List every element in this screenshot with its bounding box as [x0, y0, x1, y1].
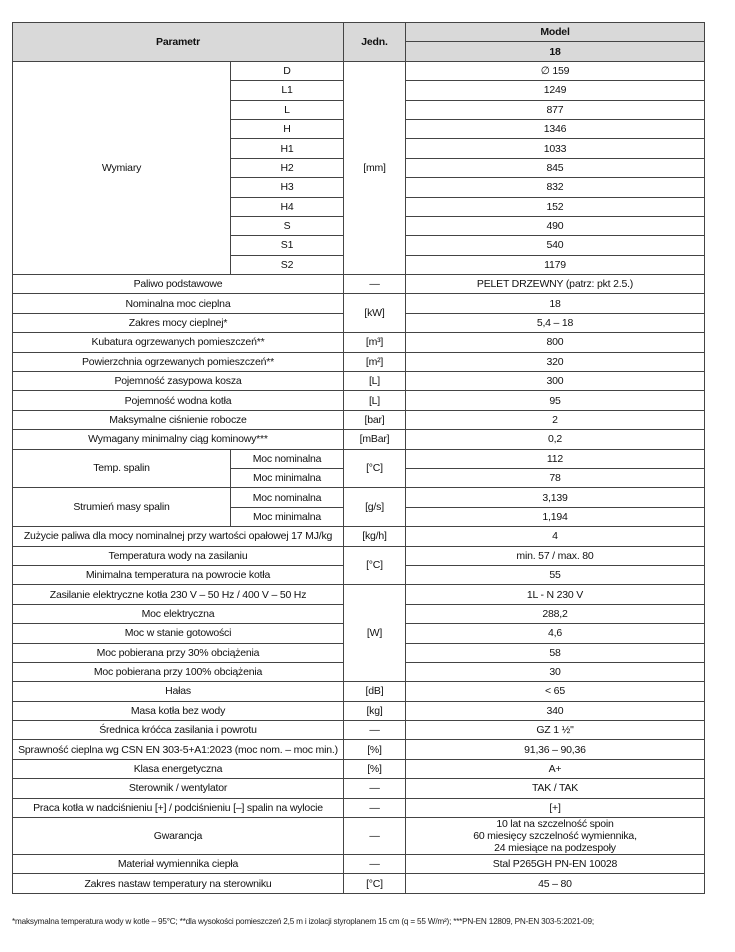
header-parameter: Parametr [13, 23, 344, 62]
row-value: 4 [406, 527, 705, 546]
row-label: Moc elektryczna [13, 604, 344, 623]
row-value: 2 [406, 410, 705, 429]
row-unit: [%] [344, 759, 406, 778]
row-unit: — [344, 275, 406, 294]
row-label: Moc pobierana przy 100% obciążenia [13, 662, 344, 681]
warranty-value [406, 818, 705, 855]
table-row [13, 740, 705, 759]
row-label: Sprawność cieplna wg CSN EN 303-5+A1:2023 (moc nom. – moc min.) [13, 740, 344, 759]
dims-value: 490 [406, 216, 705, 235]
table-row [13, 701, 705, 720]
specification-table [12, 22, 705, 894]
row-unit: [kg/h] [344, 527, 406, 546]
row-unit: [kg] [344, 701, 406, 720]
row-value: 320 [406, 352, 705, 371]
row-value: 18 [406, 294, 705, 313]
row-value: 55 [406, 565, 705, 584]
row-unit: — [344, 779, 406, 798]
row-label: Strumień masy spalin [13, 488, 231, 527]
table-row [13, 372, 705, 391]
row-value: 3,139 [406, 488, 705, 507]
row-value: TAK / TAK [406, 779, 705, 798]
table-row [13, 488, 705, 507]
row-unit: [°C] [344, 449, 406, 488]
row-value: 4,6 [406, 624, 705, 643]
row-value: 112 [406, 449, 705, 468]
table-row [13, 874, 705, 893]
table-row [13, 391, 705, 410]
row-value: [+] [406, 798, 705, 817]
row-value: 1,194 [406, 507, 705, 526]
dims-sub: H [231, 119, 344, 138]
warranty-line: 24 miesiące na podzespoły [494, 842, 616, 855]
row-value: Stal P265GH PN-EN 10028 [406, 855, 705, 874]
dims-unit: [mm] [344, 61, 406, 274]
dims-sub: L1 [231, 81, 344, 100]
row-label: Sterownik / wentylator [13, 779, 344, 798]
dims-label: Wymiary [13, 61, 231, 274]
row-value: 5,4 – 18 [406, 313, 705, 332]
dims-value: 1249 [406, 81, 705, 100]
row-label: Zasilanie elektryczne kotła 230 V – 50 Hz / 400 V – 50 Hz [13, 585, 344, 604]
row-value: < 65 [406, 682, 705, 701]
header-model-value: 18 [406, 42, 705, 61]
dims-value: ∅ 159 [406, 61, 705, 80]
table-row [13, 759, 705, 778]
dims-sub: H1 [231, 139, 344, 158]
row-label: Materiał wymiennika ciepła [13, 855, 344, 874]
row-label: Masa kotła bez wody [13, 701, 344, 720]
row-label: Kubatura ogrzewanych pomieszczeń** [13, 333, 344, 352]
row-label: Zakres mocy cieplnej* [13, 313, 344, 332]
row-unit: [W] [344, 585, 406, 682]
row-label: Temperatura wody na zasilaniu [13, 546, 344, 565]
dims-value: 832 [406, 178, 705, 197]
table-row [13, 449, 705, 468]
dims-value: 1346 [406, 119, 705, 138]
dims-sub: D [231, 61, 344, 80]
header-unit: Jedn. [344, 23, 406, 62]
row-unit: [g/s] [344, 488, 406, 527]
row-value: 58 [406, 643, 705, 662]
dims-sub: H3 [231, 178, 344, 197]
row-label: Gwarancja [13, 818, 344, 855]
row-sub: Moc nominalna [231, 449, 344, 468]
row-unit: [°C] [344, 546, 406, 585]
row-unit: [mBar] [344, 430, 406, 449]
row-label: Powierzchnia ogrzewanych pomieszczeń** [13, 352, 344, 371]
table-row [13, 682, 705, 701]
table-row [13, 352, 705, 371]
row-label: Hałas [13, 682, 344, 701]
row-label: Moc w stanie gotowości [13, 624, 344, 643]
row-value: 340 [406, 701, 705, 720]
warranty-line: 10 lat na szczelność spoin [496, 818, 614, 831]
table-row [13, 430, 705, 449]
dims-value: 152 [406, 197, 705, 216]
warranty-line: 60 miesięcy szczelność wymiennika, [473, 830, 637, 843]
dims-sub: H4 [231, 197, 344, 216]
row-unit: — [344, 721, 406, 740]
dims-sub: L [231, 100, 344, 119]
table-row [13, 855, 705, 874]
header-model: Model [406, 23, 705, 42]
row-unit: [L] [344, 372, 406, 391]
table-row [13, 798, 705, 817]
row-value: 300 [406, 372, 705, 391]
row-value: 91,36 – 90,36 [406, 740, 705, 759]
row-unit: [bar] [344, 410, 406, 429]
row-unit: [dB] [344, 682, 406, 701]
table-row [13, 294, 705, 313]
row-unit: — [344, 798, 406, 817]
row-label: Maksymalne ciśnienie robocze [13, 410, 344, 429]
row-label: Temp. spalin [13, 449, 231, 488]
table-row [13, 410, 705, 429]
row-unit: [L] [344, 391, 406, 410]
row-value: GZ 1 ½" [406, 721, 705, 740]
row-sub: Moc minimalna [231, 468, 344, 487]
row-unit: — [344, 818, 406, 855]
table-row [13, 546, 705, 565]
row-label: Moc pobierana przy 30% obciążenia [13, 643, 344, 662]
row-value: min. 57 / max. 80 [406, 546, 705, 565]
row-value: 30 [406, 662, 705, 681]
row-label: Paliwo podstawowe [13, 275, 344, 294]
footnote: *maksymalna temperatura wody w kotle – 95°C; **dla wysokości pomieszczeń 2,5 m i izolacji styroplanem 15 cm (q = 55 W/m²); ***PN-EN 12809, PN-EN 303-5:2021-09; [12, 917, 594, 926]
row-unit: [m²] [344, 352, 406, 371]
row-value: 0,2 [406, 430, 705, 449]
row-label: Pojemność wodna kotła [13, 391, 344, 410]
row-value: 95 [406, 391, 705, 410]
row-label: Wymagany minimalny ciąg kominowy*** [13, 430, 344, 449]
row-label: Praca kotła w nadciśnieniu [+] / podciśnieniu [–] spalin na wylocie [13, 798, 344, 817]
row-value: 1L - N 230 V [406, 585, 705, 604]
row-value: PELET DRZEWNY (patrz: pkt 2.5.) [406, 275, 705, 294]
table-row [13, 779, 705, 798]
row-label: Zakres nastaw temperatury na sterowniku [13, 874, 344, 893]
row-sub: Moc minimalna [231, 507, 344, 526]
row-unit: [kW] [344, 294, 406, 333]
table-row [13, 61, 705, 80]
table-row [13, 721, 705, 740]
row-label: Zużycie paliwa dla mocy nominalnej przy wartości opałowej 17 MJ/kg [13, 527, 344, 546]
row-value: A+ [406, 759, 705, 778]
row-label: Klasa energetyczna [13, 759, 344, 778]
row-label: Pojemność zasypowa kosza [13, 372, 344, 391]
table-row [13, 585, 705, 604]
dims-value: 1033 [406, 139, 705, 158]
dims-value: 845 [406, 158, 705, 177]
table-row [13, 275, 705, 294]
row-unit: — [344, 855, 406, 874]
dims-value: 877 [406, 100, 705, 119]
row-unit: [m³] [344, 333, 406, 352]
table-row [13, 818, 705, 855]
dims-sub: S1 [231, 236, 344, 255]
dims-sub: S2 [231, 255, 344, 274]
dims-value: 540 [406, 236, 705, 255]
table-row [13, 527, 705, 546]
row-label: Minimalna temperatura na powrocie kotła [13, 565, 344, 584]
row-value: 45 – 80 [406, 874, 705, 893]
row-value: 288,2 [406, 604, 705, 623]
dims-sub: H2 [231, 158, 344, 177]
row-value: 78 [406, 468, 705, 487]
dims-value: 1179 [406, 255, 705, 274]
row-unit: [%] [344, 740, 406, 759]
dims-sub: S [231, 216, 344, 235]
row-label: Średnica króćca zasilania i powrotu [13, 721, 344, 740]
row-label: Nominalna moc cieplna [13, 294, 344, 313]
table-row [13, 333, 705, 352]
row-value: 800 [406, 333, 705, 352]
row-sub: Moc nominalna [231, 488, 344, 507]
row-unit: [°C] [344, 874, 406, 893]
